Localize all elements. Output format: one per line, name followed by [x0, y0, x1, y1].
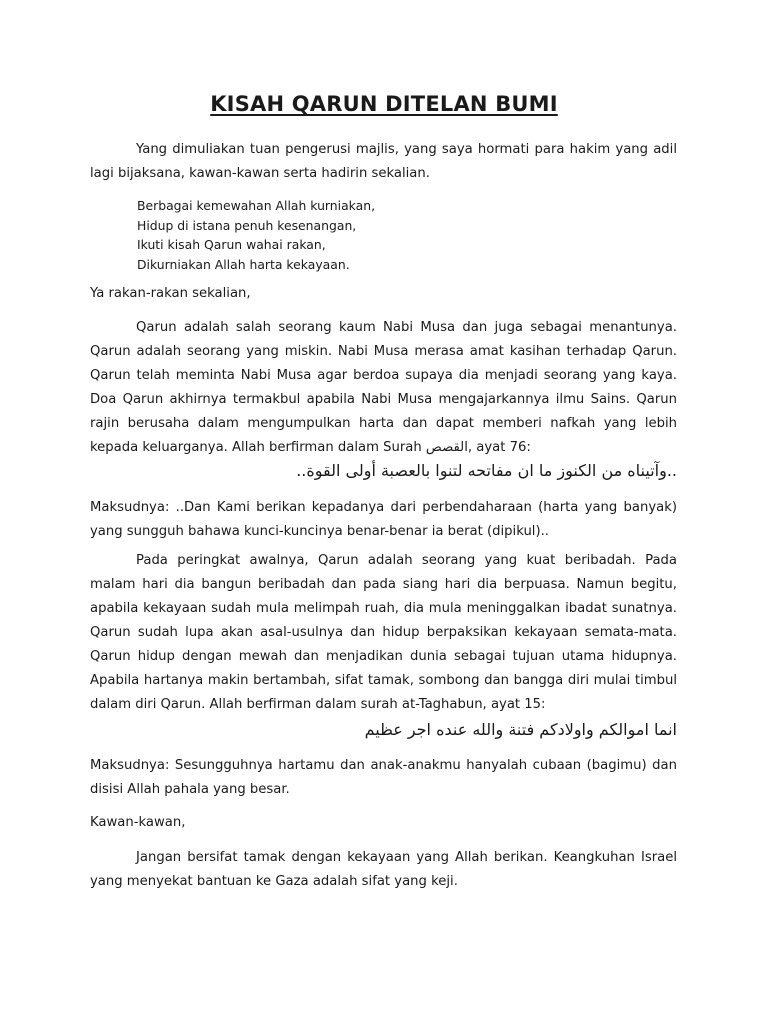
greeting-line: Kawan-kawan, — [90, 815, 186, 830]
greeting-line: Ya rakan-rakan sekalian, — [90, 286, 251, 301]
verse-meaning: Maksudnya: ..Dan Kami berikan kepadanya dari perbendaharaan (harta yang banyak) yang sungguh bahawa kunci-kuncinya benar-benar ia berat (dipikul).. — [90, 500, 677, 539]
quran-verse: ..وآتيناه من الكنوز ما ان مفاتحه لتنوا بالعصبة أولى القوة.. — [296, 461, 677, 480]
body-paragraph: Qarun adalah salah seorang kaum Nabi Musa dan juga sebagai menantunya. Qarun adalah seorang yang miskin. Nabi Musa merasa amat kasihan terhadap Qarun. Qarun telah meminta Nabi Musa agar berdoa supaya dia menjadi seorang yang kaya. Doa Qarun akhirnya termakbul apabila Nabi Musa mengajarkannya ilmu Sains. Qarun rajin berusaha dalam mengumpulkan harta dan dapat memberi nafkah yang lebih kepada keluarganya. Allah berfirman dalam Surah القصص, ayat 76: — [90, 320, 677, 455]
poem-line: Hidup di istana penuh kesenangan, — [137, 217, 357, 233]
poem-line: Ikuti kisah Qarun wahai rakan, — [137, 237, 326, 252]
poem-line: Dikurniakan Allah harta kekayaan. — [137, 256, 350, 272]
document-title: KISAH QARUN DITELAN BUMI — [210, 92, 558, 116]
poem-line: Berbagai kemewahan Allah kurniakan, — [137, 198, 376, 213]
opening-paragraph: Yang dimuliakan tuan pengerusi majlis, yang saya hormati para hakim yang adil lagi bijaksana, kawan-kawan serta hadirin sekalian. — [90, 142, 677, 181]
body-paragraph: Pada peringkat awalnya, Qarun adalah seorang yang kuat beribadah. Pada malam hari dia bangun beribadah dan pada siang hari dia berpuasa. Namun begitu, apabila kekayaan sudah mula melimpah ruah, dia mula meninggalkan ibadat sunatnya. Qarun sudah lupa akan asal-usulnya dan hidup berpaksikan kekayaan semata-mata. Qarun hidup dengan mewah dan menjadikan dunia sebagai tujuan utama hidupnya. Apabila hartanya makin bertambah, sifat tamak, sombong dan bangga diri mulai timbul dalam diri Qarun. Allah berfirman dalam surah at-Taghabun, ayat 15: — [90, 553, 677, 712]
body-paragraph: Jangan bersifat tamak dengan kekayaan yang Allah berikan. Keangkuhan Israel yang menyekat bantuan ke Gaza adalah sifat yang keji. — [90, 850, 677, 889]
poem-stanza — [137, 196, 537, 274]
quran-verse: انما اموالكم واولادكم فتنة والله عنده اجر عظيم — [364, 720, 677, 739]
verse-meaning: Maksudnya: Sesungguhnya hartamu dan anak-anakmu hanyalah cubaan (bagimu) dan disisi Allah pahala yang besar. — [90, 758, 677, 797]
